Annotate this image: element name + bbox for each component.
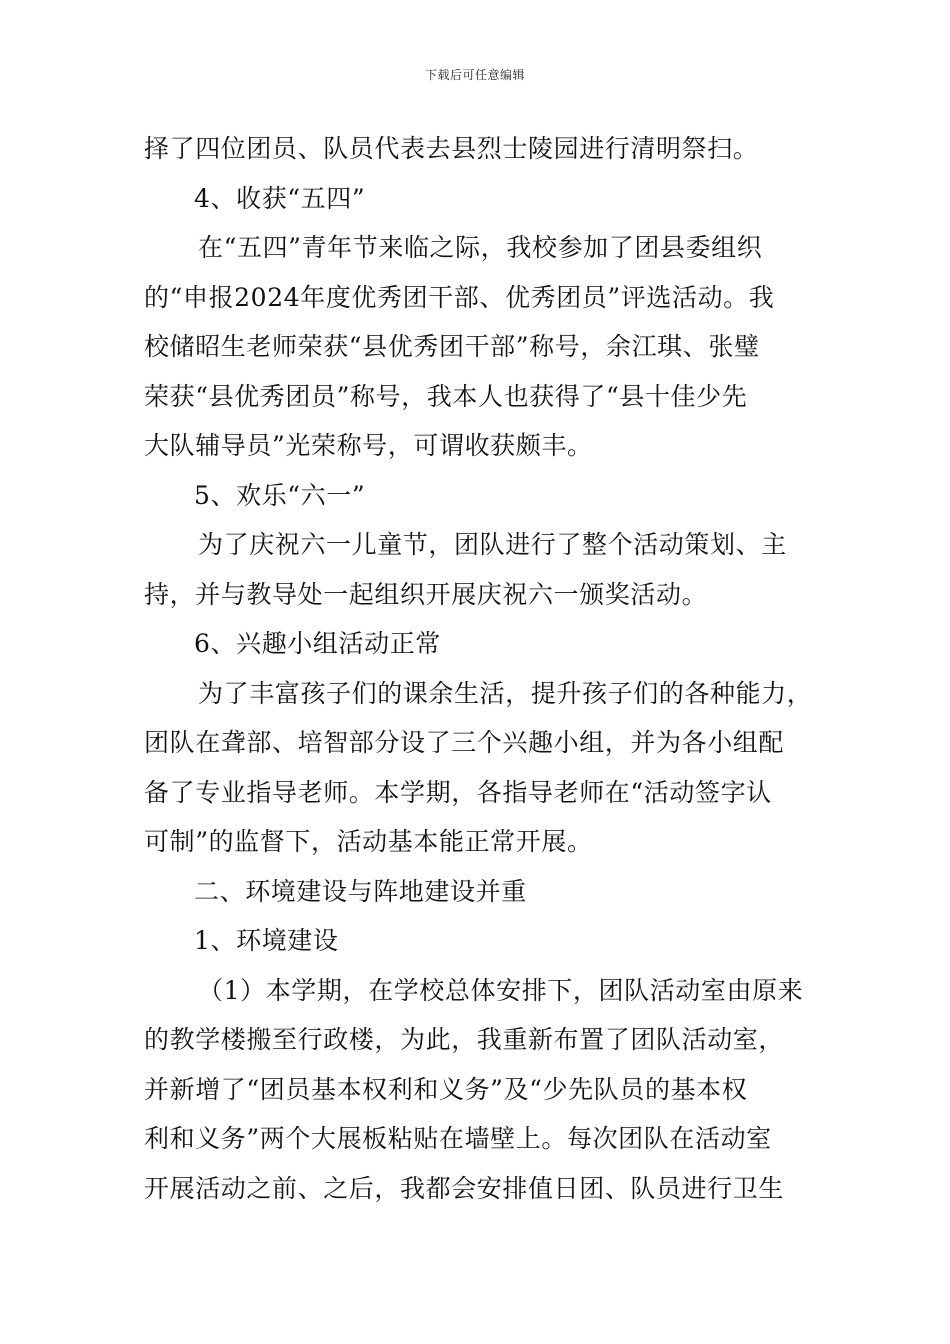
text-line: （1）本学期，在学校总体安排下，团队活动室由原来	[198, 975, 804, 1005]
text-line: 并新增了“团员基本权利和义务”及“少先队员的基本权	[144, 1074, 748, 1104]
section-heading: 二、环境建设与阵地建设并重	[194, 876, 527, 906]
page-header: 下载后可任意编辑	[424, 68, 525, 82]
text-line: 团队在聋部、培智部分设了三个兴趣小组，并为各小组配	[144, 728, 785, 757]
body-text	[144, 124, 813, 1213]
text-line: 择了四位团员、队员代表去县烈士陵园进行清明祭扫。	[144, 134, 759, 163]
text-line: 利和义务”两个大展板粘贴在墙壁上。每次团队在活动室	[144, 1124, 772, 1153]
text-line: 可制”的监督下，活动基本能正常开展。	[144, 827, 593, 856]
text-line: 荣获“县优秀团员”称号，我本人也获得了“县十佳少先	[144, 381, 748, 411]
section-heading: 1、环境建设	[194, 926, 339, 955]
section-heading: 5、欢乐“六一”	[194, 480, 366, 510]
text-line: 为了庆祝六一儿童节，团队进行了整个活动策划、主	[198, 530, 787, 559]
text-line: 持，并与教导处一起组织开展庆祝六一颁奖活动。	[144, 579, 708, 609]
text-line: 大队辅导员”光荣称号，可谓收获颇丰。	[144, 431, 593, 460]
text-line: 备了专业指导老师。本学期，各指导老师在“活动签字认	[144, 777, 772, 807]
text-line: 的教学楼搬至行政楼，为此，我重新布置了团队活动室，	[144, 1025, 785, 1054]
text-line: 的“申报2024年度优秀团干部、优秀团员”评选活动。我	[144, 282, 775, 312]
text-line: 开展活动之前、之后，我都会安排值日团、队员进行卫生	[144, 1173, 785, 1203]
text-line: 校储昭生老师荣获“县优秀团干部”称号，余江琪、张璧	[144, 332, 760, 361]
text-line: 在“五四”青年节来临之际，我校参加了团县委组织	[198, 233, 763, 262]
section-heading: 4、收获“五四”	[194, 183, 366, 213]
section-heading: 6、兴趣小组活动正常	[194, 629, 441, 658]
text-line: 为了丰富孩子们的课余生活，提升孩子们的各种能力，	[198, 678, 813, 708]
